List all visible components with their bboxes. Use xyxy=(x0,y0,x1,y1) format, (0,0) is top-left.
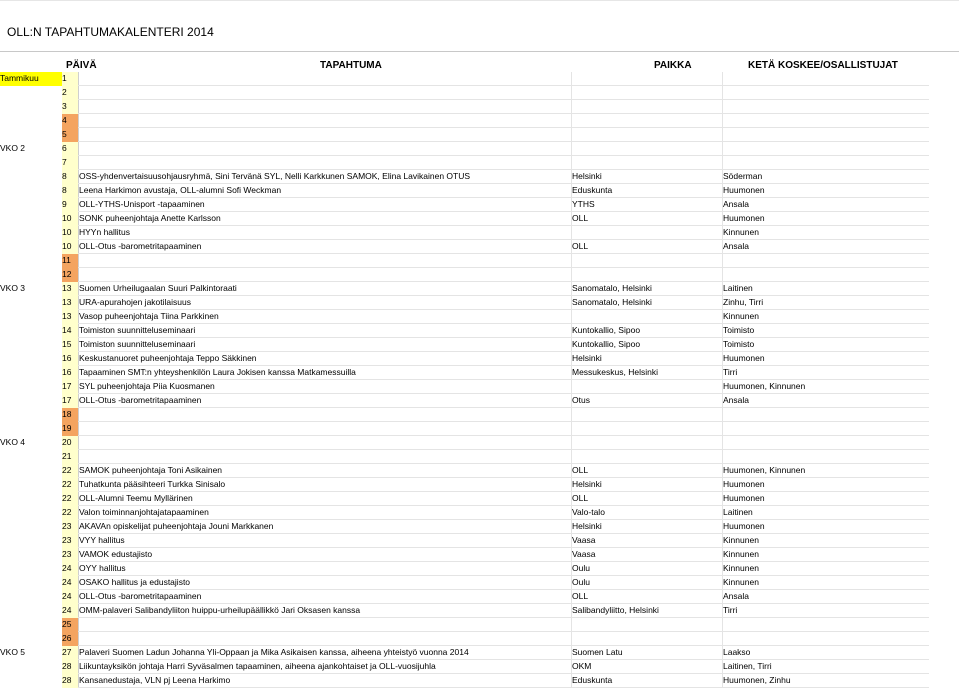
day-cell[interactable]: 22 xyxy=(62,506,79,520)
day-cell[interactable]: 10 xyxy=(62,212,79,226)
event-cell[interactable] xyxy=(79,142,572,156)
week-cell[interactable] xyxy=(0,632,62,646)
place-cell[interactable] xyxy=(572,156,723,170)
table-row xyxy=(0,282,929,296)
place-cell[interactable]: Eduskunta xyxy=(572,184,723,198)
table-row xyxy=(0,506,929,520)
place-cell[interactable]: YTHS xyxy=(572,198,723,212)
table-row xyxy=(0,268,929,282)
week-cell[interactable] xyxy=(0,562,62,576)
table-row xyxy=(0,338,929,352)
event-cell[interactable]: OLL-Otus -barometritapaaminen xyxy=(79,240,572,254)
day-cell[interactable]: 21 xyxy=(62,450,79,464)
place-cell[interactable]: Vaasa xyxy=(572,548,723,562)
day-cell[interactable]: 7 xyxy=(62,156,79,170)
participants-cell[interactable]: Huumonen, Zinhu xyxy=(723,674,930,688)
place-cell[interactable]: Kuntokallio, Sipoo xyxy=(572,338,723,352)
place-cell[interactable] xyxy=(572,310,723,324)
day-cell[interactable]: 10 xyxy=(62,240,79,254)
table-row xyxy=(0,254,929,268)
participants-cell[interactable] xyxy=(723,254,930,268)
header-place: PAIKKA xyxy=(654,60,692,71)
day-cell[interactable]: 13 xyxy=(62,282,79,296)
place-cell[interactable] xyxy=(572,128,723,142)
place-cell[interactable] xyxy=(572,254,723,268)
participants-cell[interactable]: Tirri xyxy=(723,366,930,380)
event-cell[interactable] xyxy=(79,156,572,170)
day-cell[interactable]: 9 xyxy=(62,198,79,212)
table-row xyxy=(0,366,929,380)
day-cell[interactable]: 8 xyxy=(62,184,79,198)
place-cell[interactable]: OLL xyxy=(572,240,723,254)
place-cell[interactable] xyxy=(572,380,723,394)
table-row xyxy=(0,86,929,100)
place-cell[interactable] xyxy=(572,408,723,422)
week-cell[interactable] xyxy=(0,366,62,380)
week-cell[interactable] xyxy=(0,268,62,282)
day-cell[interactable]: 27 xyxy=(62,646,79,660)
event-cell[interactable]: Vasop puheenjohtaja Tiina Parkkinen xyxy=(79,310,572,324)
table-row xyxy=(0,198,929,212)
participants-cell[interactable]: Kinnunen xyxy=(723,548,930,562)
table-row xyxy=(0,72,929,86)
day-cell[interactable]: 18 xyxy=(62,408,79,422)
participants-cell[interactable]: Toimisto xyxy=(723,338,930,352)
day-cell[interactable]: 14 xyxy=(62,324,79,338)
place-cell[interactable]: OKM xyxy=(572,660,723,674)
week-cell[interactable] xyxy=(0,240,62,254)
week-cell[interactable] xyxy=(0,198,62,212)
event-cell[interactable] xyxy=(79,254,572,268)
day-cell[interactable]: 20 xyxy=(62,436,79,450)
day-cell[interactable]: 5 xyxy=(62,128,79,142)
day-cell[interactable]: 13 xyxy=(62,296,79,310)
week-cell[interactable]: Tammikuu xyxy=(0,72,62,86)
place-cell[interactable] xyxy=(572,86,723,100)
participants-cell[interactable] xyxy=(723,422,930,436)
place-cell[interactable] xyxy=(572,114,723,128)
title-bar xyxy=(0,0,959,52)
event-cell[interactable] xyxy=(79,72,572,86)
participants-cell[interactable]: Huumonen, Kinnunen xyxy=(723,380,930,394)
day-cell[interactable]: 16 xyxy=(62,366,79,380)
event-cell[interactable]: Leena Harkimon avustaja, OLL-alumni Sofi Weckman xyxy=(79,184,572,198)
week-cell[interactable] xyxy=(0,226,62,240)
day-cell[interactable]: 23 xyxy=(62,548,79,562)
participants-cell[interactable]: Laitinen xyxy=(723,282,930,296)
place-cell[interactable] xyxy=(572,422,723,436)
day-cell[interactable]: 23 xyxy=(62,520,79,534)
event-cell[interactable]: VAMOK edustajisto xyxy=(79,548,572,562)
table-row xyxy=(0,296,929,310)
week-cell[interactable] xyxy=(0,520,62,534)
participants-cell[interactable] xyxy=(723,156,930,170)
week-cell[interactable] xyxy=(0,86,62,100)
participants-cell[interactable] xyxy=(723,128,930,142)
place-cell[interactable]: Kuntokallio, Sipoo xyxy=(572,324,723,338)
week-cell[interactable] xyxy=(0,450,62,464)
table-row xyxy=(0,604,929,618)
event-cell[interactable]: Suomen Urheilugaalan Suuri Palkintoraati xyxy=(79,282,572,296)
event-cell[interactable]: Palaveri Suomen Ladun Johanna Yli-Oppaan ja Mika Asikaisen kanssa, aiheena yhteistyö vuonna 2014 xyxy=(79,646,572,660)
place-cell[interactable]: OLL xyxy=(572,492,723,506)
participants-cell[interactable]: Huumonen xyxy=(723,492,930,506)
place-cell[interactable]: Messukeskus, Helsinki xyxy=(572,366,723,380)
day-cell[interactable]: 12 xyxy=(62,268,79,282)
event-cell[interactable]: Liikuntayksikön johtaja Harri Syväsalmen tapaaminen, aiheena ajankohtaiset ja OLL-vuosijuhla xyxy=(79,660,572,674)
event-cell[interactable] xyxy=(79,422,572,436)
participants-cell[interactable]: Huumonen xyxy=(723,478,930,492)
event-cell[interactable] xyxy=(79,618,572,632)
day-cell[interactable]: 23 xyxy=(62,534,79,548)
participants-cell[interactable]: Tirri xyxy=(723,604,930,618)
week-cell[interactable] xyxy=(0,604,62,618)
event-cell[interactable]: OLL-YTHS-Unisport -tapaaminen xyxy=(79,198,572,212)
day-cell[interactable]: 17 xyxy=(62,394,79,408)
day-cell[interactable]: 24 xyxy=(62,604,79,618)
week-cell[interactable] xyxy=(0,380,62,394)
participants-cell[interactable]: Ansala xyxy=(723,240,930,254)
place-cell[interactable] xyxy=(572,72,723,86)
event-cell[interactable]: OMM-palaveri Salibandyliiton huippu-urheilupäällikkö Jari Oksasen kanssa xyxy=(79,604,572,618)
place-cell[interactable]: Helsinki xyxy=(572,170,723,184)
participants-cell[interactable]: Zinhu, Tirri xyxy=(723,296,930,310)
participants-cell[interactable] xyxy=(723,408,930,422)
week-cell[interactable] xyxy=(0,534,62,548)
table-row xyxy=(0,520,929,534)
table-row xyxy=(0,450,929,464)
day-cell[interactable]: 4 xyxy=(62,114,79,128)
participants-cell[interactable] xyxy=(723,100,930,114)
week-cell[interactable]: VKO 5 xyxy=(0,647,26,657)
event-cell[interactable]: OLL-Alumni Teemu Myllärinen xyxy=(79,492,572,506)
day-cell[interactable]: 11 xyxy=(62,254,79,268)
table-row xyxy=(0,492,929,506)
day-cell[interactable]: 25 xyxy=(62,618,79,632)
day-cell[interactable]: 19 xyxy=(62,422,79,436)
week-cell[interactable] xyxy=(0,422,62,436)
place-cell[interactable]: OLL xyxy=(572,212,723,226)
place-cell[interactable]: Helsinki xyxy=(572,352,723,366)
event-cell[interactable]: OLL-Otus -barometritapaaminen xyxy=(79,590,572,604)
event-cell[interactable] xyxy=(79,86,572,100)
day-cell[interactable]: 24 xyxy=(62,590,79,604)
event-cell[interactable]: Tapaaminen SMT:n yhteyshenkilön Laura Jokisen kanssa Matkamessuilla xyxy=(79,366,572,380)
week-cell[interactable]: VKO 4 xyxy=(0,437,26,447)
week-cell[interactable] xyxy=(0,660,62,674)
place-cell[interactable]: Oulu xyxy=(572,576,723,590)
week-cell[interactable]: VKO 2 xyxy=(0,143,26,153)
week-cell[interactable] xyxy=(0,618,62,632)
place-cell[interactable]: Eduskunta xyxy=(572,674,723,688)
event-cell[interactable]: Toimiston suunnitteluseminaari xyxy=(79,324,572,338)
event-cell[interactable]: SYL puheenjohtaja Piia Kuosmanen xyxy=(79,380,572,394)
event-cell[interactable]: SAMOK puheenjohtaja Toni Asikainen xyxy=(79,464,572,478)
participants-cell[interactable]: Laitinen, Tirri xyxy=(723,660,930,674)
week-cell[interactable] xyxy=(0,576,62,590)
table-row xyxy=(0,310,929,324)
participants-cell[interactable]: Söderman xyxy=(723,170,930,184)
event-cell[interactable]: OSS-yhdenvertaisuusohjausryhmä, Sini Tervänä SYL, Nelli Karkkunen SAMOK, Elina Lavikainen OTUS xyxy=(79,170,572,184)
participants-cell[interactable] xyxy=(723,268,930,282)
week-cell[interactable] xyxy=(0,548,62,562)
day-cell[interactable]: 13 xyxy=(62,310,79,324)
participants-cell[interactable] xyxy=(723,72,930,86)
day-cell[interactable]: 16 xyxy=(62,352,79,366)
table-row xyxy=(0,114,929,128)
table-row xyxy=(0,436,929,450)
table-row xyxy=(0,184,929,198)
event-cell[interactable]: AKAVAn opiskelijat puheenjohtaja Jouni Markkanen xyxy=(79,520,572,534)
participants-cell[interactable]: Huumonen xyxy=(723,212,930,226)
calendar-table xyxy=(0,72,929,688)
participants-cell[interactable] xyxy=(723,618,930,632)
week-cell[interactable] xyxy=(0,394,62,408)
event-cell[interactable]: SONK puheenjohtaja Anette Karlsson xyxy=(79,212,572,226)
day-cell[interactable]: 28 xyxy=(62,660,79,674)
table-row xyxy=(0,464,929,478)
place-cell[interactable] xyxy=(572,226,723,240)
participants-cell[interactable]: Kinnunen xyxy=(723,226,930,240)
table-row xyxy=(0,618,929,632)
day-cell[interactable]: 22 xyxy=(62,478,79,492)
event-cell[interactable]: URA-apurahojen jakotilaisuus xyxy=(79,296,572,310)
event-cell[interactable] xyxy=(79,114,572,128)
week-cell[interactable] xyxy=(0,408,62,422)
table-row xyxy=(0,646,929,660)
day-cell[interactable]: 24 xyxy=(62,562,79,576)
participants-cell[interactable] xyxy=(723,114,930,128)
place-cell[interactable] xyxy=(572,632,723,646)
participants-cell[interactable]: Ansala xyxy=(723,590,930,604)
week-cell[interactable] xyxy=(0,590,62,604)
place-cell[interactable]: Salibandyliitto, Helsinki xyxy=(572,604,723,618)
place-cell[interactable]: Valo-talo xyxy=(572,506,723,520)
participants-cell[interactable]: Toimisto xyxy=(723,324,930,338)
event-cell[interactable]: OYY hallitus xyxy=(79,562,572,576)
event-cell[interactable]: VYY hallitus xyxy=(79,534,572,548)
week-cell[interactable] xyxy=(0,254,62,268)
table-row xyxy=(0,352,929,366)
week-cell[interactable] xyxy=(0,128,62,142)
place-cell[interactable]: Suomen Latu xyxy=(572,646,723,660)
event-cell[interactable] xyxy=(79,632,572,646)
day-cell[interactable]: 6 xyxy=(62,142,79,156)
header-event: TAPAHTUMA xyxy=(320,60,382,71)
week-cell[interactable] xyxy=(0,170,62,184)
place-cell[interactable] xyxy=(572,100,723,114)
table-row xyxy=(0,324,929,338)
week-cell[interactable] xyxy=(0,464,62,478)
week-cell[interactable] xyxy=(0,212,62,226)
week-cell[interactable] xyxy=(0,310,62,324)
table-row xyxy=(0,100,929,114)
event-cell[interactable]: Kansanedustaja, VLN pj Leena Harkimo xyxy=(79,674,572,688)
place-cell[interactable]: Sanomatalo, Helsinki xyxy=(572,296,723,310)
place-cell[interactable]: Otus xyxy=(572,394,723,408)
participants-cell[interactable]: Huumonen xyxy=(723,184,930,198)
participants-cell[interactable] xyxy=(723,142,930,156)
header-day: PÄIVÄ xyxy=(66,60,97,71)
place-cell[interactable]: Oulu xyxy=(572,562,723,576)
table-row xyxy=(0,170,929,184)
table-row xyxy=(0,156,929,170)
table-row xyxy=(0,548,929,562)
table-row xyxy=(0,240,929,254)
week-cell[interactable] xyxy=(0,324,62,338)
day-cell[interactable]: 15 xyxy=(62,338,79,352)
event-cell[interactable]: Valon toiminnanjohtajatapaaminen xyxy=(79,506,572,520)
week-cell[interactable] xyxy=(0,492,62,506)
week-cell[interactable]: VKO 3 xyxy=(0,283,26,293)
event-cell[interactable]: Keskustanuoret puheenjohtaja Teppo Säkkinen xyxy=(79,352,572,366)
place-cell[interactable]: Sanomatalo, Helsinki xyxy=(572,282,723,296)
event-cell[interactable] xyxy=(79,100,572,114)
table-row xyxy=(0,226,929,240)
week-cell[interactable] xyxy=(0,114,62,128)
participants-cell[interactable]: Huumonen xyxy=(723,520,930,534)
table-row xyxy=(0,128,929,142)
place-cell[interactable]: Helsinki xyxy=(572,478,723,492)
event-cell[interactable]: Tuhatkunta pääsihteeri Turkka Sinisalo xyxy=(79,478,572,492)
week-cell[interactable] xyxy=(0,478,62,492)
week-cell[interactable] xyxy=(0,674,62,688)
table-row xyxy=(0,562,929,576)
day-cell[interactable]: 26 xyxy=(62,632,79,646)
day-cell[interactable]: 22 xyxy=(62,492,79,506)
table-row xyxy=(0,142,929,156)
week-cell[interactable] xyxy=(0,338,62,352)
day-cell[interactable]: 1 xyxy=(62,72,79,86)
day-cell[interactable]: 2 xyxy=(62,86,79,100)
place-cell[interactable] xyxy=(572,268,723,282)
participants-cell[interactable] xyxy=(723,632,930,646)
table-row xyxy=(0,212,929,226)
participants-cell[interactable]: Kinnunen xyxy=(723,562,930,576)
event-cell[interactable] xyxy=(79,450,572,464)
week-cell[interactable] xyxy=(0,156,62,170)
participants-cell[interactable]: Ansala xyxy=(723,198,930,212)
event-cell[interactable] xyxy=(79,408,572,422)
participants-cell[interactable] xyxy=(723,436,930,450)
day-cell[interactable]: 10 xyxy=(62,226,79,240)
day-cell[interactable]: 3 xyxy=(62,100,79,114)
week-cell[interactable] xyxy=(0,506,62,520)
place-cell[interactable]: OLL xyxy=(572,464,723,478)
event-cell[interactable]: OSAKO hallitus ja edustajisto xyxy=(79,576,572,590)
event-cell[interactable]: Toimiston suunnitteluseminaari xyxy=(79,338,572,352)
table-row xyxy=(0,660,929,674)
table-row xyxy=(0,674,929,688)
table-row xyxy=(0,632,929,646)
page-title: OLL:N TAPAHTUMAKALENTERI 2014 xyxy=(7,25,214,39)
place-cell[interactable]: Vaasa xyxy=(572,534,723,548)
participants-cell[interactable]: Huumonen xyxy=(723,352,930,366)
table-row xyxy=(0,590,929,604)
event-cell[interactable] xyxy=(79,436,572,450)
week-cell[interactable] xyxy=(0,352,62,366)
place-cell[interactable] xyxy=(572,618,723,632)
day-cell[interactable]: 28 xyxy=(62,674,79,688)
place-cell[interactable] xyxy=(572,142,723,156)
day-cell[interactable]: 17 xyxy=(62,380,79,394)
table-row xyxy=(0,534,929,548)
event-cell[interactable] xyxy=(79,268,572,282)
event-cell[interactable]: OLL-Otus -barometritapaaminen xyxy=(79,394,572,408)
participants-cell[interactable]: Laitinen xyxy=(723,506,930,520)
event-cell[interactable]: HYYn hallitus xyxy=(79,226,572,240)
place-cell[interactable] xyxy=(572,436,723,450)
table-row xyxy=(0,422,929,436)
table-row xyxy=(0,394,929,408)
participants-cell[interactable]: Laakso xyxy=(723,646,930,660)
table-row xyxy=(0,576,929,590)
place-cell[interactable]: OLL xyxy=(572,590,723,604)
day-cell[interactable]: 22 xyxy=(62,464,79,478)
week-cell[interactable] xyxy=(0,100,62,114)
place-cell[interactable]: Helsinki xyxy=(572,520,723,534)
participants-cell[interactable] xyxy=(723,86,930,100)
day-cell[interactable]: 8 xyxy=(62,170,79,184)
day-cell[interactable]: 24 xyxy=(62,576,79,590)
participants-cell[interactable] xyxy=(723,450,930,464)
participants-cell[interactable]: Huumonen, Kinnunen xyxy=(723,464,930,478)
participants-cell[interactable]: Ansala xyxy=(723,394,930,408)
week-cell[interactable] xyxy=(0,184,62,198)
table-row xyxy=(0,408,929,422)
place-cell[interactable] xyxy=(572,450,723,464)
participants-cell[interactable]: Kinnunen xyxy=(723,576,930,590)
week-cell[interactable] xyxy=(0,296,62,310)
participants-cell[interactable]: Kinnunen xyxy=(723,310,930,324)
event-cell[interactable] xyxy=(79,128,572,142)
participants-cell[interactable]: Kinnunen xyxy=(723,534,930,548)
table-row xyxy=(0,478,929,492)
table-row xyxy=(0,380,929,394)
header-who: KETÄ KOSKEE/OSALLISTUJAT xyxy=(748,60,898,71)
